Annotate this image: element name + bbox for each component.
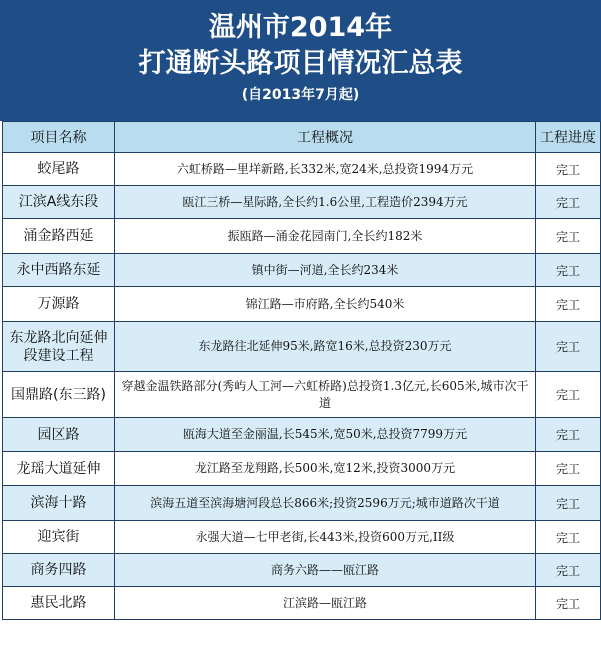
progress-cell: 完工 [536,153,601,186]
column-header-progress: 工程进度 [536,122,601,153]
project-overview-cell: 振瓯路—涌金花园南门,全长约182米 [115,219,536,254]
project-name-cell: 蛟尾路 [3,153,115,186]
table-row [3,554,601,587]
progress-cell: 完工 [536,418,601,452]
table-row [3,521,601,554]
project-name-cell: 江滨A线东段 [3,186,115,219]
table-row [3,486,601,521]
project-table [2,121,601,620]
table-row [3,418,601,452]
progress-cell: 完工 [536,322,601,372]
project-overview-cell: 镇中街—河道,全长约234米 [115,254,536,287]
project-overview-cell: 商务六路——瓯江路 [115,554,536,587]
project-name-cell: 园区路 [3,418,115,452]
project-name-cell: 国鼎路(东三路) [3,372,115,418]
project-overview-cell: 锦江路—市府路,全长约540米 [115,287,536,322]
progress-cell: 完工 [536,521,601,554]
project-overview-cell: 瓯江三桥—星际路,全长约1.6公里,工程造价2394万元 [115,186,536,219]
project-overview-cell: 永强大道—七甲老街,长443米,投资600万元,II级 [115,521,536,554]
title-line-1: 温州市2014年 [208,12,393,43]
table-header-row [3,122,601,153]
table-row [3,186,601,219]
table-row [3,452,601,486]
progress-cell: 完工 [536,186,601,219]
project-name-cell: 龙瑶大道延伸 [3,452,115,486]
project-name-cell: 涌金路西延 [3,219,115,254]
title-banner [0,0,601,121]
progress-cell: 完工 [536,452,601,486]
progress-cell: 完工 [536,554,601,587]
column-header-overview: 工程概况 [115,122,536,153]
project-overview-cell: 江滨路—瓯江路 [115,587,536,620]
project-name-cell: 迎宾街 [3,521,115,554]
table-row [3,322,601,372]
project-overview-cell: 穿越金温铁路部分(秀屿人工河—六虹桥路)总投资1.3亿元,长605米,城市次干道 [115,372,536,418]
project-name-cell: 万源路 [3,287,115,322]
project-overview-cell: 滨海五道至滨海塘河段总长866米;投资2596万元;城市道路次干道 [115,486,536,521]
progress-cell: 完工 [536,254,601,287]
project-name-cell: 商务四路 [3,554,115,587]
table-row [3,372,601,418]
project-overview-cell: 龙江路至龙翔路,长500米,宽12米,投资3000万元 [115,452,536,486]
project-overview-cell: 东龙路往北延伸95米,路宽16米,总投资230万元 [115,322,536,372]
progress-cell: 完工 [536,372,601,418]
project-name-cell: 惠民北路 [3,587,115,620]
table-row [3,219,601,254]
column-header-name: 项目名称 [3,122,115,153]
project-name-cell: 滨海十路 [3,486,115,521]
progress-cell: 完工 [536,486,601,521]
title-line-2: 打通断头路项目情况汇总表 [138,48,463,79]
table-row [3,153,601,186]
table-row [3,587,601,620]
project-overview-cell: 瓯海大道至金丽温,长545米,宽50米,总投资7799万元 [115,418,536,452]
progress-cell: 完工 [536,287,601,322]
project-name-cell: 永中西路东延 [3,254,115,287]
project-overview-cell: 六虹桥路—里垟新路,长332米,宽24米,总投资1994万元 [115,153,536,186]
progress-cell: 完工 [536,587,601,620]
progress-cell: 完工 [536,219,601,254]
subtitle: (自2013年7月起) [241,87,360,103]
table-row [3,287,601,322]
project-name-cell: 东龙路北向延伸段建设工程 [3,322,115,372]
table-row [3,254,601,287]
